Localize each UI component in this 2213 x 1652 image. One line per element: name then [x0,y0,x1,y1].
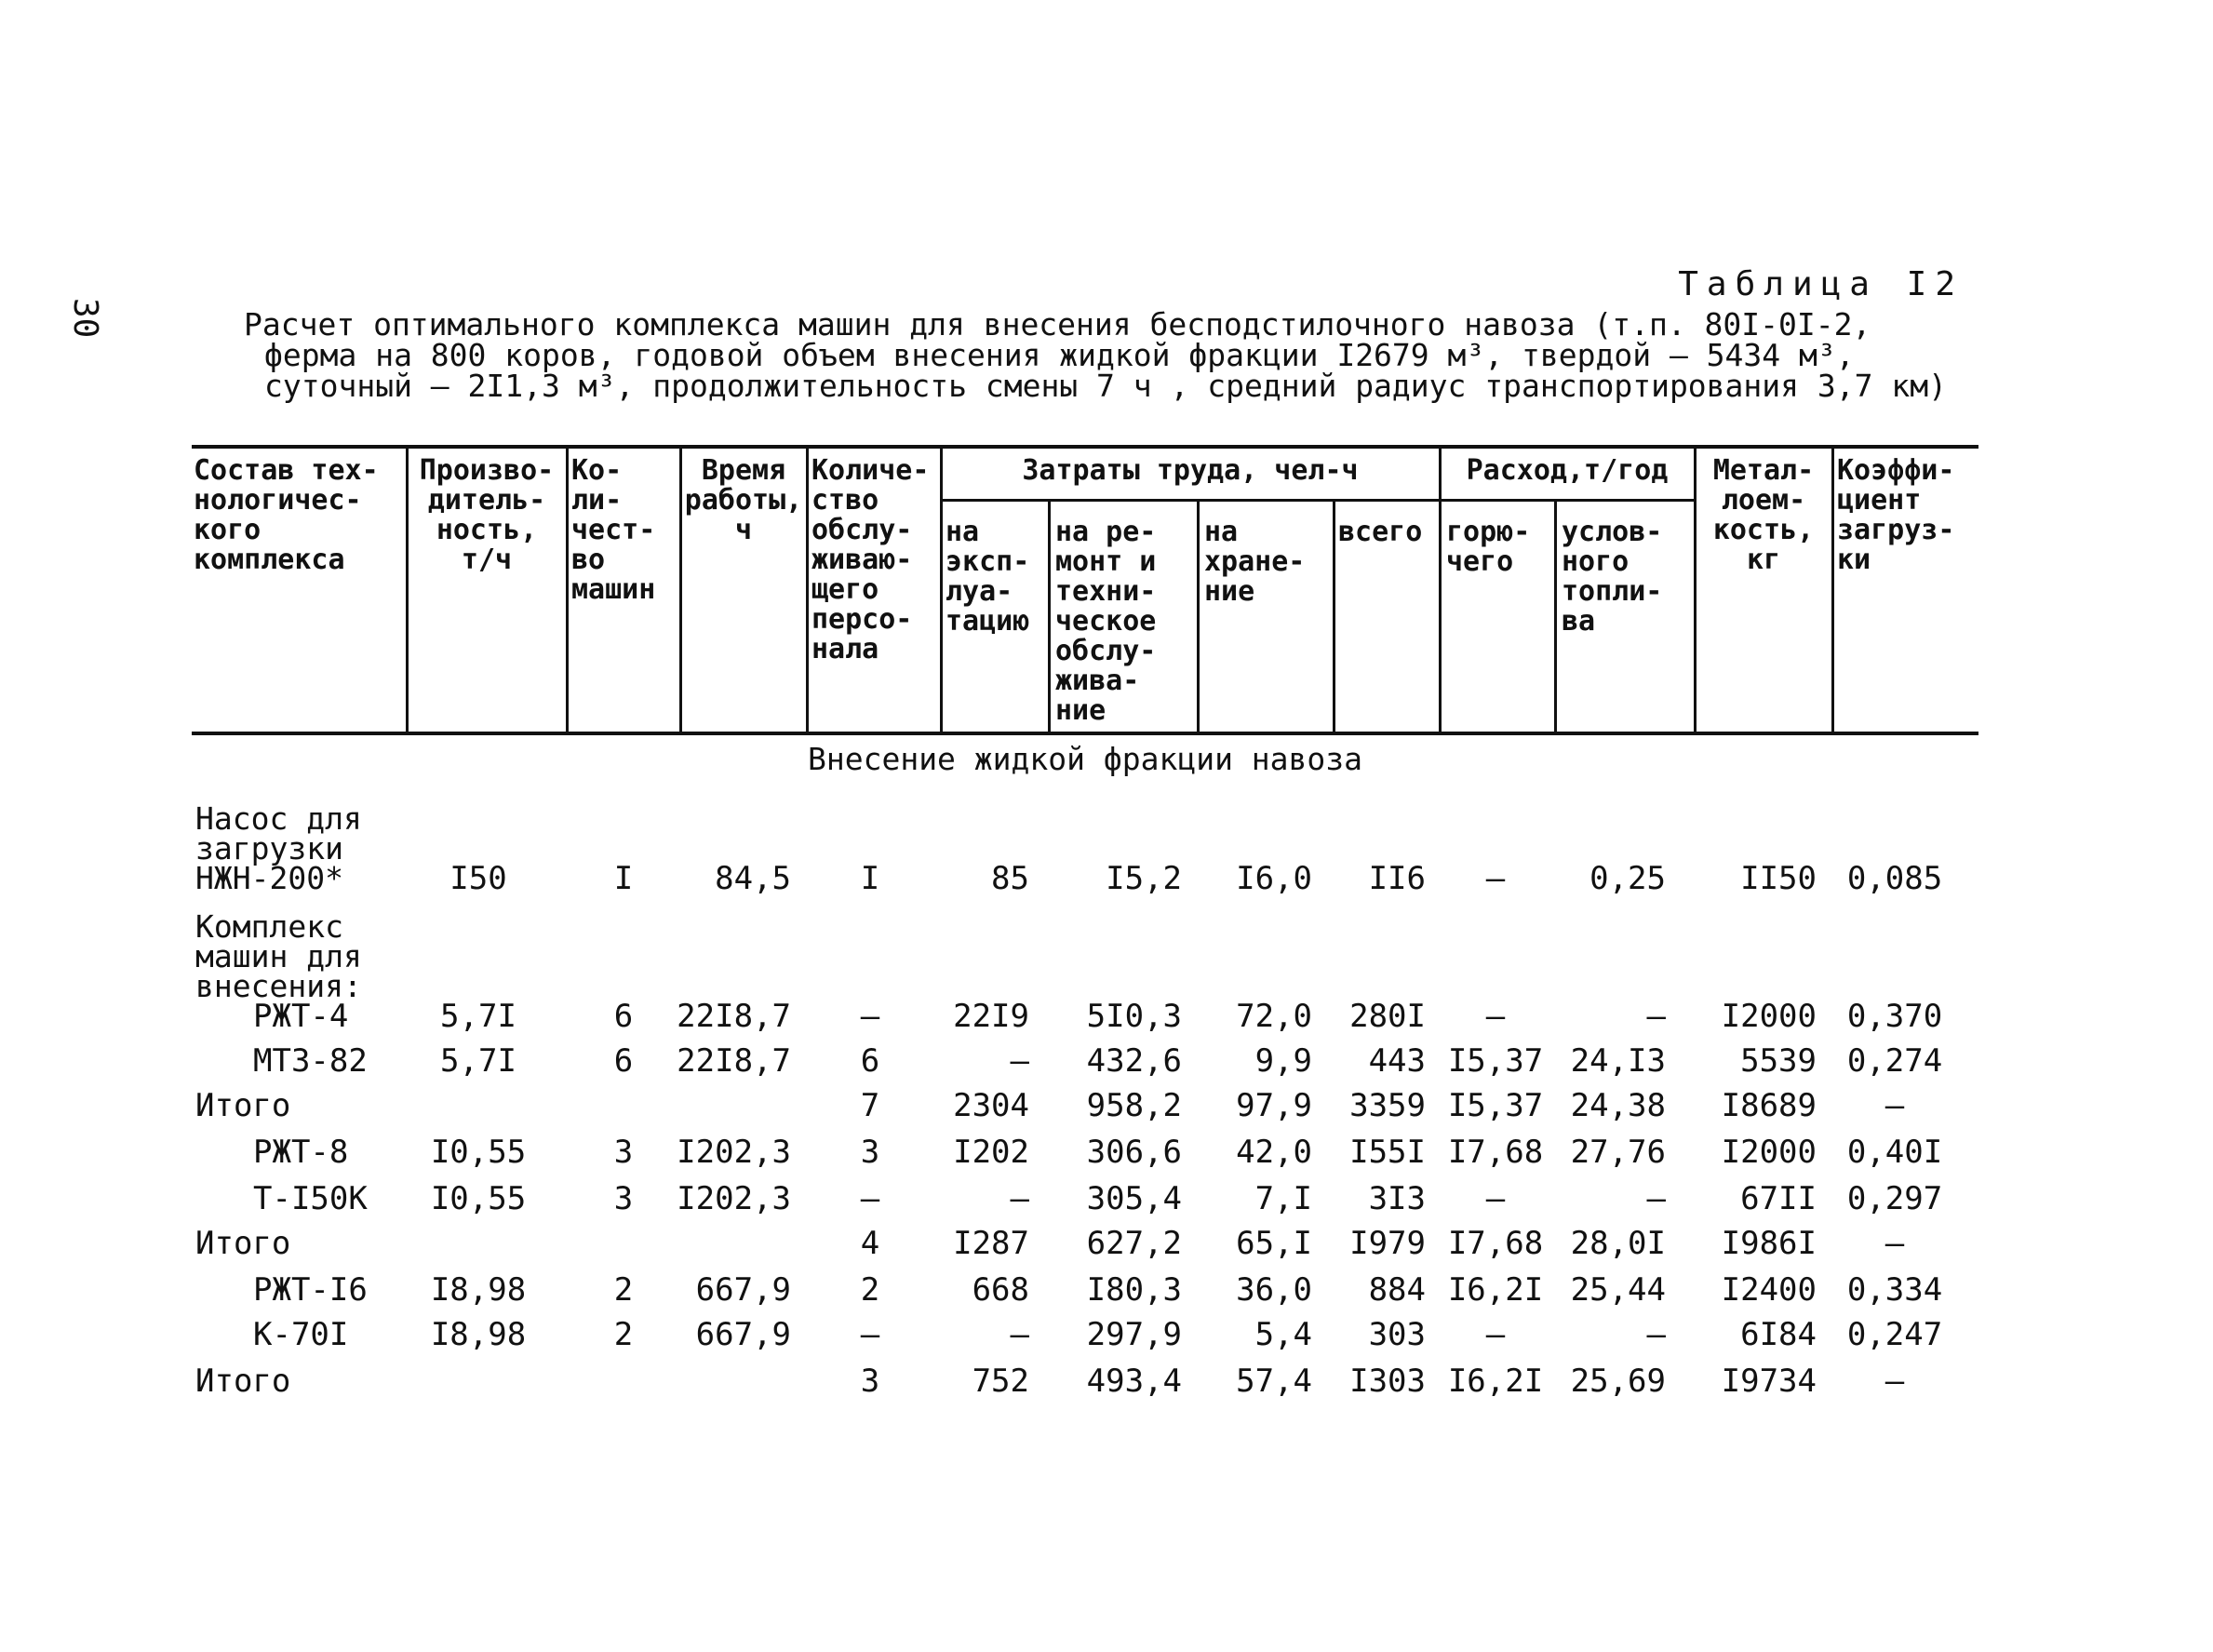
table-cell: I0,55 [430,1134,527,1171]
pump-label: Насос для загрузки НЖН-200* [195,800,362,896]
table-cell: – [1884,1087,1905,1124]
header-consumption-group: Расход,т/год [1466,454,1669,487]
table-cell: 280I [1349,998,1426,1035]
table-cell: I303 [1349,1363,1426,1400]
table-cell: 668 [972,1271,1029,1309]
table-cell: I6,2I [1447,1363,1544,1400]
section-title: Внесение жидкой фракции навоза [807,741,1363,777]
table-cell: I8,98 [430,1271,527,1309]
header-load-coefficient: Коэффи- циент загруз- ки [1837,454,1955,576]
table-cell: I202 [953,1134,1029,1171]
table-cell: 24,38 [1570,1087,1666,1124]
table-cell: – [1646,1180,1666,1217]
table-row [0,1132,2213,1173]
row-machine-name: РЖТ-I6 [253,1271,368,1309]
table-cell: 65,I [1236,1225,1312,1262]
table-cell: 0,334 [1846,1271,1943,1309]
column-divider [1333,502,1335,732]
table-cell: I202,3 [677,1134,791,1171]
table-cell: 6 [860,1042,880,1080]
table-cell: 22I8,7 [677,998,791,1035]
table-cell: 3 [860,1134,880,1171]
column-divider [406,449,409,732]
table-cell: 42,0 [1236,1134,1312,1171]
table-cell: I979 [1349,1225,1426,1262]
column-divider [1197,502,1200,732]
table-cell: 884 [1368,1271,1426,1309]
table-cell: 67II [1740,1180,1817,1217]
table-cell: 303 [1368,1316,1426,1353]
header-labor-total: всего [1338,516,1423,548]
table-cell: I6,2I [1447,1271,1544,1309]
header-fuel-conditional: услов- ного топли- ва [1562,516,1663,638]
table-cell: 3 [613,1180,634,1217]
row-machine-name: К-70I [253,1316,349,1353]
table-cell: 7,I [1254,1180,1312,1217]
table-cell: 6 [613,998,634,1035]
table-cell: 7 [860,1087,880,1124]
table-cell: 752 [972,1363,1029,1400]
table-cell: 5,4 [1254,1316,1312,1353]
table-cell: – [1884,1363,1905,1400]
column-divider [1439,449,1442,732]
row-machine-name: РЖТ-8 [253,1134,349,1171]
header-machines-count: Ко- ли- чест- во машин [571,454,656,606]
column-divider [1831,449,1834,732]
table-cell: I8689 [1721,1087,1817,1124]
table-cell: I5,2 [1106,860,1182,897]
header-labor-storage: на хране- ние [1204,516,1306,608]
caption-line-1: Расчет оптимального комплекса машин для внесения бесподстилочного навоза (т.п. 80I-0I-2, [244,306,1871,342]
table-cell: I0,55 [430,1180,527,1217]
row-machine-name: Т-I50К [253,1180,368,1217]
table-cell: I55I [1349,1134,1426,1171]
header-labor-repair: на ре- монт и техни- ческое обслу- жива- ние [1055,516,1157,727]
table-cell: 0,297 [1846,1180,1943,1217]
table-cell: – [1010,1180,1029,1217]
table-cell: 85 [991,860,1029,897]
table-cell: 0,40I [1846,1134,1943,1171]
table-cell: 3 [860,1363,880,1400]
table-cell: 27,76 [1570,1134,1666,1171]
table-cell: 306,6 [1086,1134,1182,1171]
table-cell: 3I3 [1368,1180,1426,1217]
table-cell: I2000 [1721,998,1817,1035]
table-cell: I [613,860,634,897]
consumption-group-underline [1439,499,1694,502]
complex-label: Комплекс машин для внесения: [195,908,362,1004]
header-labor-operation: на эксп- луа- тацию [946,516,1030,638]
table-cell: I6,0 [1236,860,1312,897]
table-cell: 2 [860,1271,880,1309]
table-cell: 6I84 [1740,1316,1817,1353]
table-cell: 25,44 [1570,1271,1666,1309]
table-cell: I2400 [1721,1271,1817,1309]
table-cell: 627,2 [1086,1225,1182,1262]
table-cell: – [860,1316,880,1353]
table-cell: 84,5 [715,860,791,897]
table-cell: 0,25 [1589,860,1666,897]
table-cell: 305,4 [1086,1180,1182,1217]
table-cell: – [860,998,880,1035]
page-number: 30 [66,298,104,339]
row-machine-name: РЖТ-4 [253,998,349,1035]
header-staff-count: Количе- ство обслу- живаю- щего персо- нала [811,454,930,665]
table-row [0,1178,2213,1219]
table-row [0,1223,2213,1264]
table-cell: 57,4 [1236,1363,1312,1400]
table-cell: 28,0I [1570,1225,1666,1262]
table-row [0,1314,2213,1355]
table-cell: I8,98 [430,1316,527,1353]
table-header-bottom-rule [192,732,1978,735]
table-row [0,1041,2213,1081]
header-labor-group: Затраты труда, чел-ч [1022,454,1359,487]
table-cell: I [860,860,880,897]
table-cell: 4 [860,1225,880,1262]
table-cell: 5I0,3 [1086,998,1182,1035]
header-fuel-burning: горю- чего [1446,516,1531,578]
table-caption [244,306,1993,404]
table-cell: 432,6 [1086,1042,1182,1080]
table-cell: 2 [613,1271,634,1309]
table-cell: 5,7I [440,1042,516,1080]
column-divider [940,449,943,732]
table-cell: 2 [613,1316,634,1353]
table-cell: 72,0 [1236,998,1312,1035]
table-cell: 0,085 [1846,860,1943,897]
table-cell: I5,37 [1447,1042,1544,1080]
table-cell: 97,9 [1236,1087,1312,1124]
table-cell: II6 [1368,860,1426,897]
table-top-rule [192,445,1978,449]
row-machine-name: МТЗ-82 [253,1042,368,1080]
table-cell: 958,2 [1086,1087,1182,1124]
row-total-label: Итого [195,1087,291,1124]
header-composition: Состав тех- нологичес- кого комплекса [194,454,379,576]
table-cell: I80,3 [1086,1271,1182,1309]
table-cell: I9734 [1721,1363,1817,1400]
table-cell: 3 [613,1134,634,1171]
header-metal-intensity: Метал- лоем- кость, кг [1712,454,1815,576]
table-cell: – [1485,1180,1506,1217]
table-cell: – [1646,1316,1666,1353]
table-cell: 5,7I [440,998,516,1035]
row-total-label: Итого [195,1225,291,1262]
row-total-label: Итого [195,1363,291,1400]
caption-line-3: суточный – 2I1,3 м³, продолжительность смены 7 ч , средний радиус транспортирования 3,7 км) [264,368,1947,404]
column-divider [1694,449,1697,732]
table-cell: I5,37 [1447,1087,1544,1124]
table-cell: 0,274 [1846,1042,1943,1080]
table-cell: I287 [953,1225,1029,1262]
table-cell: – [1485,860,1506,897]
table-cell: 36,0 [1236,1271,1312,1309]
table-cell: I202,3 [677,1180,791,1217]
table-cell: I986I [1721,1225,1817,1262]
table-cell: 2304 [953,1087,1029,1124]
column-divider [679,449,682,732]
table-cell: 493,4 [1086,1363,1182,1400]
table-cell: II50 [1740,860,1817,897]
table-cell: 0,247 [1846,1316,1943,1353]
table-row [0,1361,2213,1402]
table-cell: 443 [1368,1042,1426,1080]
table-cell: – [1010,1316,1029,1353]
table-cell: 24,I3 [1570,1042,1666,1080]
table-cell: 3359 [1349,1087,1426,1124]
table-cell: 25,69 [1570,1363,1666,1400]
table-cell: I7,68 [1447,1225,1544,1262]
table-cell: I2000 [1721,1134,1817,1171]
table-row [0,1085,2213,1126]
table-cell: 6 [613,1042,634,1080]
table-row [0,1269,2213,1310]
column-divider [1554,502,1557,732]
table-label: Таблица I2 [1678,265,1964,303]
table-cell: 667,9 [695,1271,791,1309]
caption-line-2: ферма на 800 коров, годовой объем внесения жидкой фракции I2679 м³, твердой – 5434 м³, [264,337,1855,373]
table-cell: 22I9 [953,998,1029,1035]
table-cell: I50 [449,860,507,897]
table-cell: – [1010,1042,1029,1080]
table-cell: – [1485,998,1506,1035]
table-cell: – [1884,1225,1905,1262]
column-divider [1048,502,1051,732]
header-productivity: Произво- дитель- ность, т/ч [419,454,555,576]
table-cell: 9,9 [1254,1042,1312,1080]
table-cell: – [860,1180,880,1217]
header-work-time: Время работы, ч [684,454,803,546]
table-cell: 22I8,7 [677,1042,791,1080]
column-divider [566,449,569,732]
table-cell: 0,370 [1846,998,1943,1035]
table-row [0,996,2213,1037]
table-cell: I7,68 [1447,1134,1544,1171]
table-cell: – [1485,1316,1506,1353]
table-cell: 5539 [1740,1042,1817,1080]
labor-group-underline [940,499,1439,502]
table-row [0,858,2213,899]
table-cell: 667,9 [695,1316,791,1353]
column-divider [806,449,809,732]
table-cell: – [1646,998,1666,1035]
table-cell: 297,9 [1086,1316,1182,1353]
